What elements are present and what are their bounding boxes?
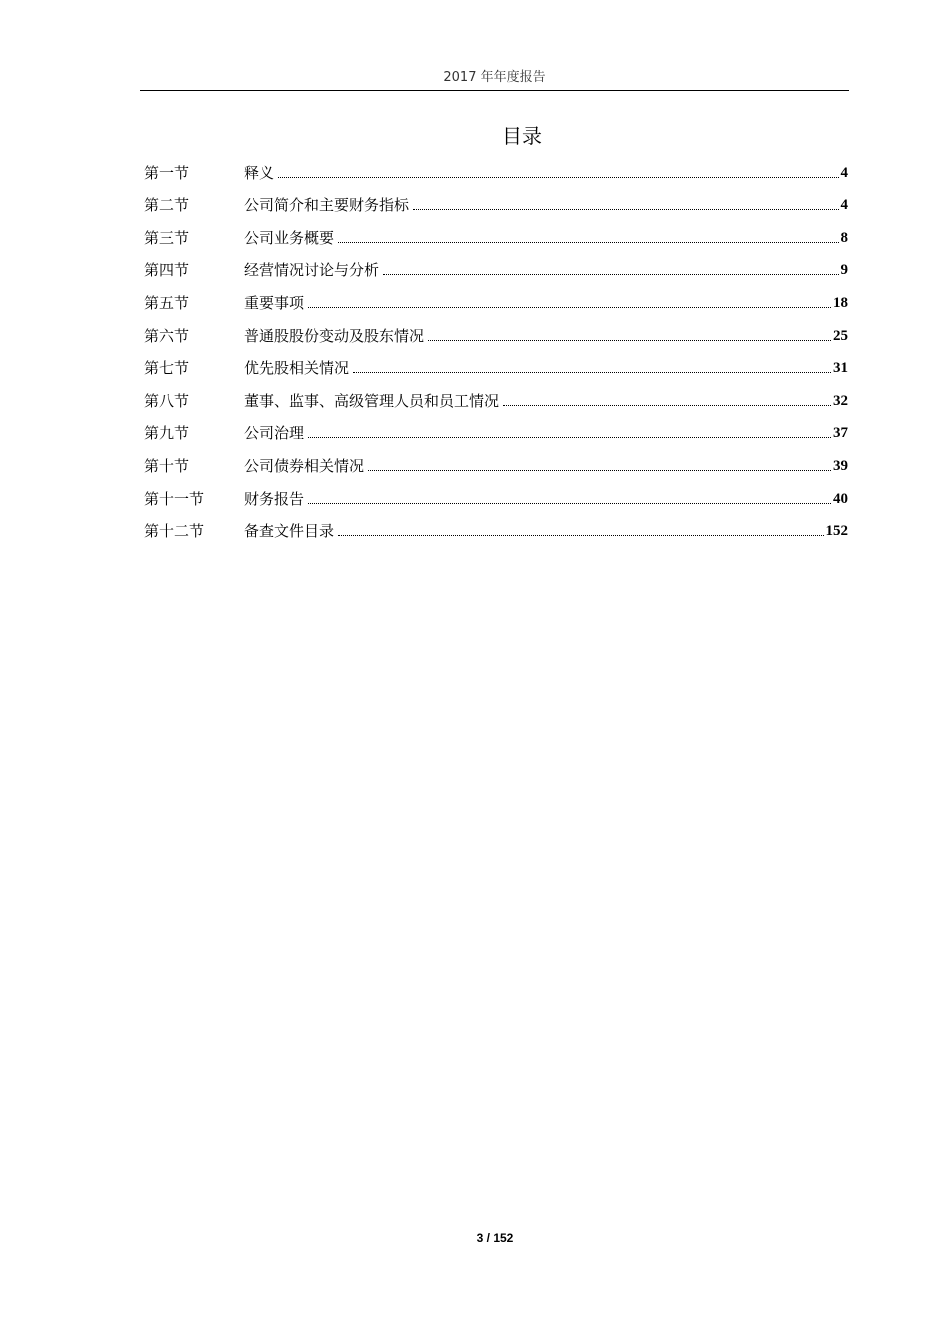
toc-entry-1[interactable] [144,150,848,183]
toc-entry-6[interactable] [144,313,848,346]
toc-section-name: 公司业务概要 [244,228,335,247]
toc-entry-5[interactable] [144,280,848,313]
toc-entry-9[interactable] [144,411,848,444]
toc-section-number: 第八节 [144,391,190,410]
dot-leader [413,189,838,210]
toc-title: 目录 [502,124,542,148]
toc-section-name: 普通股股份变动及股东情况 [244,326,425,345]
toc-page-number: 18 [833,294,848,311]
toc-section-name: 公司简介和主要财务指标 [244,196,410,215]
dot-leader [278,157,838,178]
toc-section-number: 第三节 [144,228,190,247]
toc-section-name: 重要事项 [244,293,305,312]
dot-leader [428,320,831,341]
toc-page-number: 152 [825,523,848,540]
dot-leader [353,352,831,373]
toc-section-number: 第十一节 [144,489,205,508]
toc-page-number: 4 [840,197,848,214]
toc-section-name: 财务报告 [244,489,305,508]
toc-section-number: 第六节 [144,326,190,345]
dot-leader [308,417,831,438]
toc-section-number: 第一节 [144,163,190,182]
toc-section-name: 经营情况讨论与分析 [244,261,380,280]
toc-page-number: 32 [833,392,848,409]
toc-page-number: 4 [840,164,848,181]
toc-page-number: 25 [833,327,848,344]
toc-section-name: 董事、监事、高级管理人员和员工情况 [244,391,500,410]
toc-entry-7[interactable] [144,346,848,379]
toc-section-name: 释义 [244,163,275,182]
toc-entry-3[interactable] [144,215,848,248]
dot-leader [338,222,838,243]
toc-page-number: 40 [833,490,848,507]
toc-list [144,150,848,541]
toc-section-name: 公司治理 [244,424,305,443]
toc-section-number: 第十二节 [144,522,205,541]
toc-page-number: 39 [833,457,848,474]
toc-page-number: 31 [833,360,848,377]
toc-entry-8[interactable] [144,378,848,411]
toc-entry-11[interactable] [144,476,848,509]
page-header [140,66,849,91]
dot-leader [503,385,831,406]
toc-page-number: 37 [833,425,848,442]
toc-section-number: 第五节 [144,293,190,312]
page-number-footer: 3 / 152 [476,1231,514,1245]
dot-leader [368,450,831,471]
toc-section-number: 第七节 [144,359,190,378]
dot-leader [338,515,823,536]
toc-entry-2[interactable] [144,183,848,216]
toc-page-number: 9 [840,262,848,279]
toc-section-number: 第十节 [144,456,190,475]
toc-section-name: 优先股相关情况 [244,359,350,378]
toc-page-number: 8 [840,229,848,246]
dot-leader [308,483,831,504]
toc-section-number: 第四节 [144,261,190,280]
dot-leader [383,254,838,275]
toc-section-name: 备查文件目录 [244,522,335,541]
toc-entry-12[interactable] [144,509,848,542]
toc-section-number: 第二节 [144,196,190,215]
dot-leader [308,287,831,308]
toc-entry-4[interactable] [144,248,848,281]
toc-entry-10[interactable] [144,443,848,476]
toc-section-name: 公司债券相关情况 [244,456,365,475]
toc-section-number: 第九节 [144,424,190,443]
report-title: 2017 年年度报告 [443,70,546,85]
